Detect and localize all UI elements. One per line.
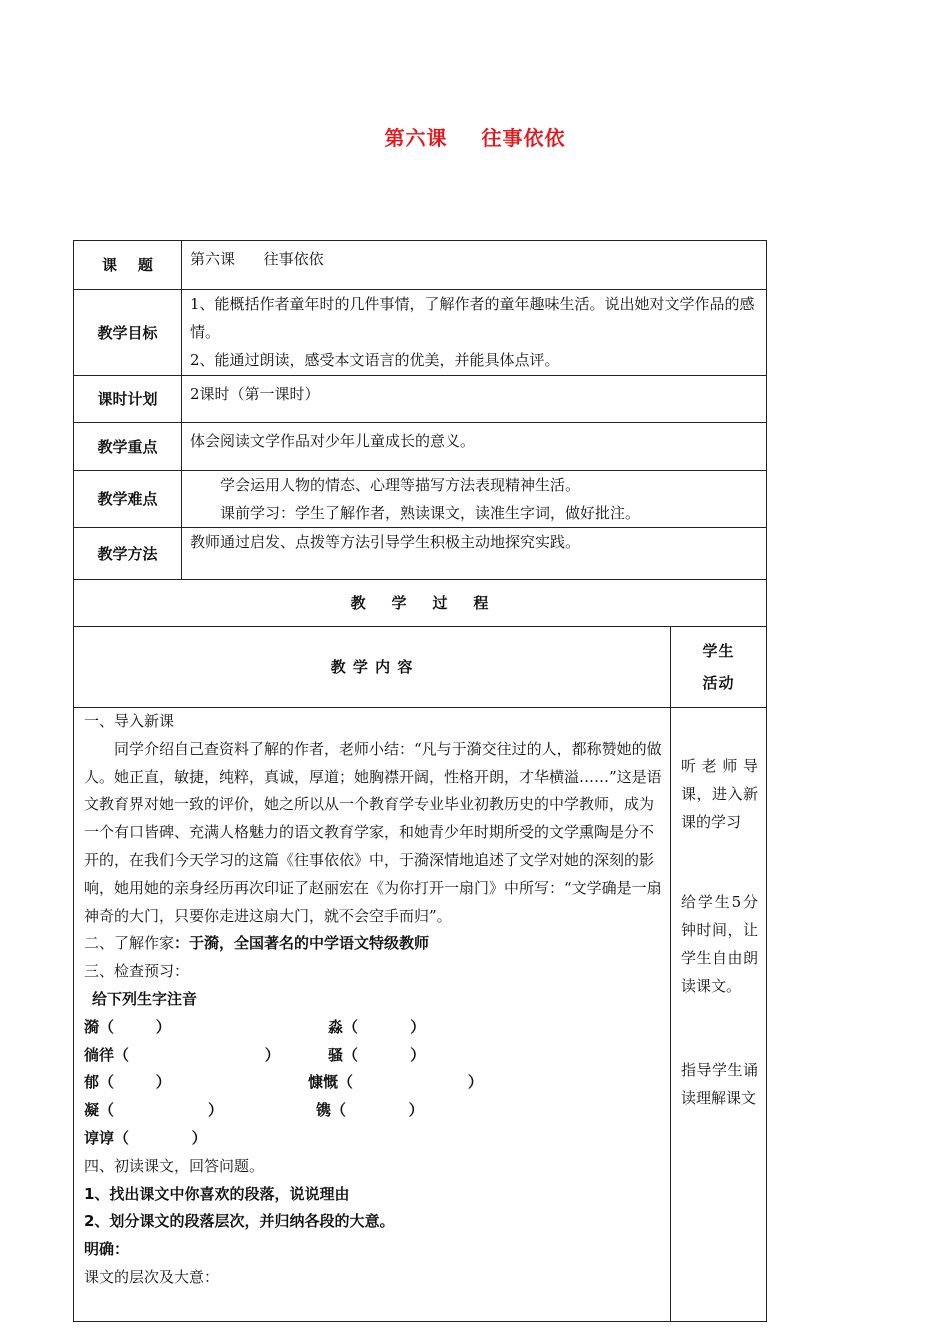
activity-1: 听老师导课，进入新课的学习 <box>681 757 759 831</box>
page-title <box>0 122 950 151</box>
pinyin-row-5: 谆谆（ ） <box>84 1128 207 1147</box>
row-methods <box>74 528 767 580</box>
process-header: 教 学 过 程 <box>74 580 767 627</box>
value-schedule: 2课时（第一课时） <box>182 376 767 423</box>
student-activities <box>671 708 767 1322</box>
section-author: 二、了解作家：于漪，全国著名的中学语文特级教师 <box>84 934 430 953</box>
title-lesson-number: 第六课 <box>384 126 448 150</box>
pinyin-row-2: 徜徉（ ） 骚（ ） <box>84 1045 426 1064</box>
label-objectives: 教学目标 <box>74 290 182 376</box>
teaching-content <box>74 708 671 1322</box>
value-difficulties: 学会运用人物的情态、心理等描写方法表现精神生活。 课前学习：学生了解作者，熟读课文，读准生字词，做好批注。 <box>182 471 767 528</box>
section-intro: 一、导入新课 <box>84 712 175 730</box>
value-objectives: 1、能概括作者童年时的几件事情，了解作者的童年趣味生活。说出她对文学作品的感情。 2、能通过朗读，感受本文语言的优美，并能具体点评。 <box>182 290 767 376</box>
value-topic: 第六课 往事依依 <box>182 241 767 290</box>
label-methods: 教学方法 <box>74 528 182 580</box>
clarify-label: 明确： <box>84 1240 130 1259</box>
activity-2: 给学生5分钟时间，让学生自由朗读课文。 <box>681 893 759 995</box>
label-topic: 课 题 <box>74 241 182 290</box>
content-header: 教 学 内 容 <box>74 627 671 708</box>
pinyin-title: 给下列生字注音 <box>92 989 198 1008</box>
title-lesson-name: 往事依依 <box>481 126 566 150</box>
pinyin-row-1: 漪（ ） 淼（ ） <box>84 1017 426 1036</box>
row-objectives <box>74 290 767 376</box>
row-key-points <box>74 423 767 471</box>
row-difficulties <box>74 471 767 528</box>
structure-label: 课文的层次及大意： <box>84 1267 220 1286</box>
row-column-headers <box>74 627 767 708</box>
pinyin-row-4: 凝（ ） 镌（ ） <box>84 1101 424 1120</box>
section-first-reading: 四、初读课文，回答问题。 <box>84 1156 265 1175</box>
lesson-plan-table <box>73 240 767 1322</box>
activity-3: 指导学生诵读理解课文 <box>681 1061 759 1107</box>
activity-header: 学生 活动 <box>671 627 767 708</box>
label-key-points: 教学重点 <box>74 423 182 471</box>
row-topic <box>74 241 767 290</box>
value-key-points: 体会阅读文学作品对少年儿童成长的意义。 <box>182 423 767 471</box>
row-schedule <box>74 376 767 423</box>
label-difficulties: 教学难点 <box>74 471 182 528</box>
pinyin-row-3: 郁（ ） 慷慨（ ） <box>84 1073 483 1092</box>
value-methods: 教师通过启发、点拨等方法引导学生积极主动地探究实践。 <box>182 528 767 580</box>
row-process-header <box>74 580 767 627</box>
question-1: 1、找出课文中你喜欢的段落，说说理由 <box>84 1184 350 1203</box>
question-2: 2、划分课文的段落层次，并归纳各段的大意。 <box>84 1212 395 1231</box>
intro-paragraph: 同学介绍自己查资料了解的作者，老师小结：“凡与于漪交往过的人，都称赞她的做人。她正直，敏捷，纯粹，真诚，厚道；她胸襟开阔，性格开朗，才华横溢……”这是语文教育界对她一致的评价，她之所以从一个教育学专业毕业初教历史的中学教师，成为一个有口皆碑、充满人格魅力的语文教育学家，和她青少年时期所受的文学熏陶是分不开的，在我们今天学习的这篇《往事依依》中，于漪深情地追述了文学对她的深刻的影响，她用她的亲身经历再次印证了赵丽宏在《为你打开一扇门》中所写：“文学确是一扇神奇的大门，只要你走进这扇大门，就不会空手而归”。 <box>84 739 662 925</box>
row-process-body <box>74 708 767 1322</box>
section-preview: 三、检查预习： <box>84 962 190 981</box>
label-schedule: 课时计划 <box>74 376 182 423</box>
